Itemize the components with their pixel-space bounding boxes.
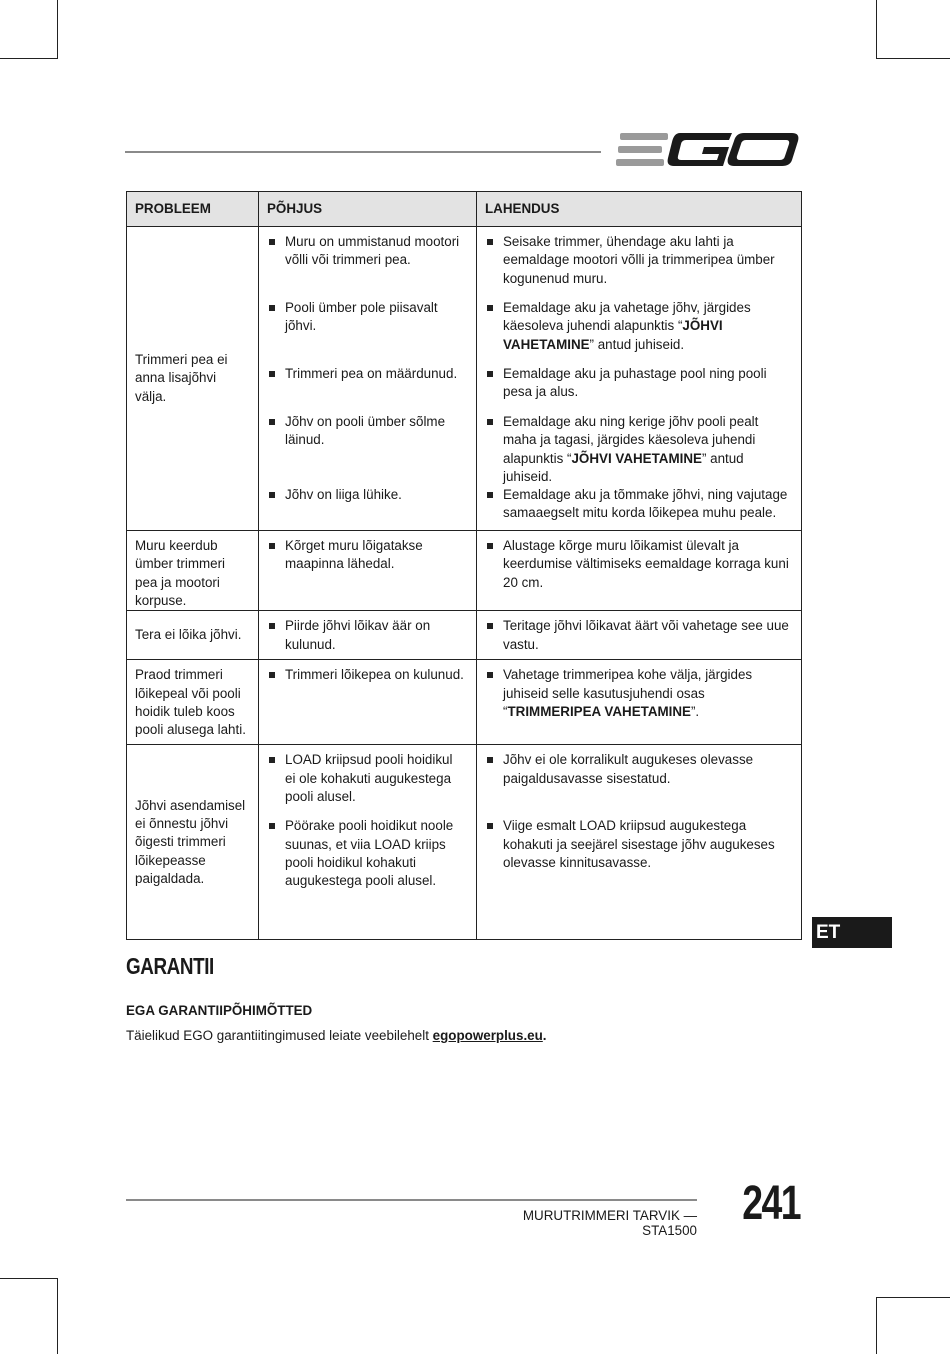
- header-rule: [125, 151, 601, 153]
- cause-text: Jõhv on liiga lühike.: [259, 486, 476, 504]
- solution-text: Viige esmalt LOAD kriipsud augukestega kohakuti ja seejärel sisestage jõhv augukeses olevasse kinnitusavasse.: [477, 817, 801, 872]
- language-tab: ET: [812, 917, 892, 948]
- problem-cell: [127, 660, 259, 745]
- solution-text: Alustage kõrge muru lõikamist ülevalt ja keerdumise vältimiseks eemaldage korraga kuni 20 cm.: [477, 537, 801, 592]
- solution-text: Eemaldage aku ja vahetage jõhv, järgides käesoleva juhendi alapunktis “JÕHVI VAHETAMINE” antud juhiseid.: [477, 299, 801, 354]
- crop-mark: [876, 0, 877, 58]
- section-subheading: EGA GARANTIIPÕHIMÕTTED: [126, 1003, 313, 1018]
- problem-cell: [127, 745, 259, 940]
- cause-text: Trimmeri lõikepea on kulunud.: [259, 666, 476, 684]
- table-row: [127, 531, 802, 611]
- table-row: [127, 611, 802, 660]
- crop-mark: [0, 1278, 58, 1279]
- problem-text: Tera ei lõika jõhvi.: [135, 627, 242, 643]
- cause-text: Jõhv on pooli ümber sõlme läinud.: [259, 413, 476, 450]
- solution-text: Eemaldage aku ja tõmmake jõhvi, ning vajutage samaaegselt mitu korda lõikepea muhu peale.: [477, 486, 801, 523]
- solution-text: Eemaldage aku ning kerige jõhv pooli pealt maha ja tagasi, järgides käesoleva juhendi alapunktis “JÕHVI VAHETAMINE” antud juhiseid.: [477, 413, 801, 486]
- warranty-paragraph: Täielikud EGO garantiitingimused leiate veebilehelt egopowerplus.eu.: [126, 1028, 547, 1043]
- table-row: [127, 745, 802, 818]
- problem-text: Praod trimmeri lõikepeal või pooli hoidik tuleb koos pooli alusega lahti.: [135, 667, 246, 738]
- column-header-problem: PROBLEEM: [127, 192, 259, 227]
- solution-text: Teritage jõhvi lõikavat äärt või vahetage see uue vastu.: [477, 617, 801, 654]
- table-row: [127, 660, 802, 745]
- solution-text: Jõhv ei ole korralikult augukeses olevasse paigaldusavasse sisestatud.: [477, 751, 801, 788]
- cause-text: Pöörake pooli hoidikut noole suunas, et viia LOAD kriips pooli hoidikul kohakuti augukestega pooli alusel.: [259, 817, 476, 890]
- problem-cell: [127, 531, 259, 611]
- crop-mark: [876, 1297, 950, 1298]
- solution-text: Seisake trimmer, ühendage aku lahti ja eemaldage mootori võlli ja trimmeripea ümber kogunenud muru.: [477, 233, 801, 288]
- cause-text: LOAD kriipsud pooli hoidikul ei ole kohakuti augukestega pooli alusel.: [259, 751, 476, 806]
- problem-cell: [127, 611, 259, 660]
- crop-mark: [876, 1297, 877, 1354]
- cause-text: Piirde jõhvi lõikav äär on kulunud.: [259, 617, 476, 654]
- crop-mark: [876, 58, 950, 59]
- warranty-link[interactable]: egopowerplus.eu: [432, 1028, 543, 1043]
- column-header-cause: PÕHJUS: [259, 192, 477, 227]
- ego-logo: [616, 130, 800, 170]
- solution-text: Eemaldage aku ja puhastage pool ning pooli pesa ja alus.: [477, 365, 801, 402]
- problem-text: Trimmeri pea ei anna lisajõhvi välja.: [135, 352, 228, 404]
- column-header-solution: LAHENDUS: [477, 192, 802, 227]
- crop-mark: [57, 1278, 58, 1354]
- table-row: [127, 227, 802, 300]
- cause-text: Pooli ümber pole piisavalt jõhvi.: [259, 299, 476, 336]
- problem-cell: [127, 227, 259, 531]
- cause-text: Trimmeri pea on määrdunud.: [259, 365, 476, 383]
- cause-text: Muru on ummistanud mootori võlli või trimmeri pea.: [259, 233, 476, 270]
- page-number: 241: [742, 1177, 800, 1230]
- footer-title: MURUTRIMMERI TARVIK — STA1500: [522, 1208, 697, 1238]
- cause-text: Kõrget muru lõigatakse maapinna lähedal.: [259, 537, 476, 574]
- footer-rule: [126, 1199, 697, 1201]
- crop-mark: [0, 58, 58, 59]
- solution-text: Vahetage trimmeripea kohe välja, järgides juhiseid selle kasutusjuhendi osas “TRIMMERIPEA VAHETAMINE”.: [477, 666, 801, 721]
- crop-mark: [57, 0, 58, 58]
- problem-text: Muru keerdub ümber trimmeri pea ja mootori korpuse.: [135, 538, 226, 609]
- problem-text: Jõhvi asendamisel ei õnnestu jõhvi õigesti trimmeri lõikepeasse paigaldada.: [135, 797, 246, 886]
- section-heading: GARANTII: [126, 953, 214, 979]
- troubleshooting-table: [126, 191, 802, 940]
